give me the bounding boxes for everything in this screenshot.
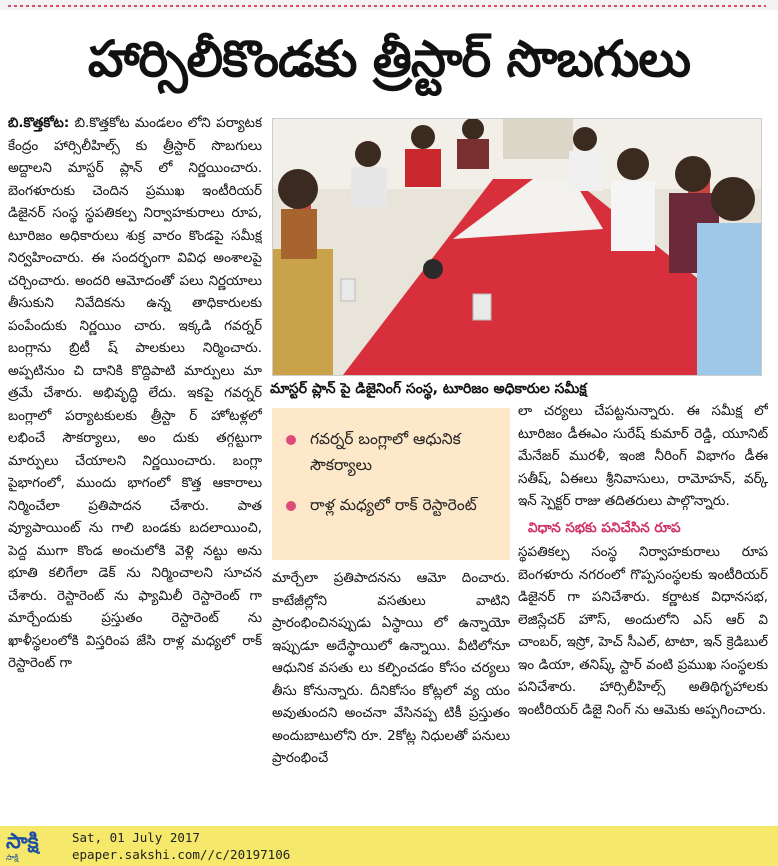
subheading: విధాన సభకు పనిచేసిన రూప [528, 519, 681, 536]
bullet-icon [286, 501, 296, 511]
highlight-text: గవర్నర్ బంగ్లాలో ఆధునిక సౌకర్యాలు [310, 430, 461, 474]
article-body-middle: మార్చేలా ప్రతిపాదనను ఆమో దించారు. కాటేజీల్లోని వసతులు వాటిని ప్రారంభించినప్పుడు ఏస్థాయి లో ఉన్నాయో ఇప్పుడూ అదేస్థాయిలో ఉన్నాయి. వీటిలోనూ ఆధునిక వసతు లు కల్పించడం కోసం చర్యలు తీసు కోనున్నారు. దీనికోసం కోట్లలో వ్య యం అవుతుందని అంచనా వేసినప్ప టికీ ప్రస్తుతం అందుబాటులోని రూ. 2కోట్ల నిధులతో పనులు ప్రారంభించే [272, 570, 510, 766]
dateline: బి.కొత్తకోట: [8, 115, 70, 131]
highlight-text: రాళ్ల మధ్యలో రాక్ రెస్టారెంట్ [310, 496, 477, 514]
article-column-middle [272, 567, 510, 817]
logo-subtext: సాక్షి [6, 853, 19, 862]
article-body-right: లా చర్యలు చేపట్టనున్నారు. ఈ సమీక్ష లో టూరిజం డీఈఎం సురేష్ కుమార్ రెడ్డి, యూనిట్ మేనేజర్ మురళీ, ఇంజి నీరింగ్ విభాగం డీఈ సతీష్, ఏఈలు శ్రీనివాసులు, రామోహన్, వర్క్ ఇన్ స్పెక్టర్ రాజు తదితరులు పాల్గొన్నారు. [518, 403, 768, 509]
top-decorative-line [8, 5, 766, 7]
article-column-left [8, 112, 262, 816]
sakshi-logo [6, 829, 64, 863]
photo-caption: మాస్టర్ ప్లాన్ పై డిజైనింగ్ సంస్థ, టూరిజం అధికారుల సమీక్ష [270, 381, 587, 397]
headline: హార్సిలీకొండకు త్రీస్టార్ సొబగులు [87, 30, 691, 88]
article-body-right-2: స్థపతికల్ప సంస్థ నిర్వాహకురాలు రూప బెంగళూరు నగరంలో గొప్పసంస్థలకు ఇంటీరియర్ డిజైనర్ గా పనిచేశారు. కర్ణాటక విధానసభ, లెజిస్లేచర్ హౌస్, అందులోని ఎస్ ఆర్ వి చాంబర్, ఇస్రో, హెచ్ సీఎల్, టాటా, ఇన్ క్రెడిబుల్ ఇం డియా, తనిష్క్ స్టార్ వంటి ప్రముఖ సంస్థలకు పనిచేశారు. హార్సిలీహిల్స్ అతిథిగృహాలకు ఇంటీరియర్ డిజై నింగ్ ను ఆమెకు అప్పగించారు. [518, 544, 768, 718]
highlight-box [272, 408, 510, 560]
epaper-url[interactable]: epaper.sakshi.com//c/20197106 [72, 847, 291, 862]
footer-bar [0, 826, 778, 866]
meeting-photo [272, 118, 762, 376]
meeting-photo-illustration [273, 119, 761, 375]
logo-wordmark: సాక్షి [6, 829, 39, 853]
edition-date: Sat, 01 July 2017 [72, 830, 200, 845]
bullet-icon [286, 435, 296, 445]
highlight-item [272, 492, 510, 518]
highlight-item [272, 426, 510, 478]
article-body-left: బి.కొత్తకోట మండలం లోని పర్యాటక కేంద్రం హార్సిలీహిల్స్ కు త్రీస్టార్ సొబగులు అద్దాలని మాస్టర్ ప్లాన్ లో నిర్ణయించారు. బెంగళూరుకు చెందిన ప్రముఖ ఇంటీరియర్ డిజైనర్ సంస్థ స్థపతికల్ప నిర్వాహకురాలు రూప, టూరిజం అధికారులు శుక్ర వారం కొండపై సమీక్ష నిర్వహించారు. ఈ సందర్భంగా వివిధ అంశాలపై చర్చించారు. అందరి ఆమోదంతో పలు నిర్ణయాలు తీసుకుని నివేదికను ఉన్న తాధికారులకు పంపేందుకు నిర్ణయిం చారు. ఇక్కడి గవర్నర్ బంగ్లాను బ్రిటీ ష్ పాలకులు నిర్మించారు. అప్పటినుం చి దానికి కొద్దిపాటి మార్పులు మా త్రమే చేశారు. అభివృద్ధి లేదు. ఇకపై గవర్నర్ బంగ్లాలో పర్యాటకులకు త్రీస్టా ర్ హోటళ్లలో లభించే సౌకర్యాలు, అం దుకు తగ్గట్టుగా మార్పులు చేయాలని నిర్ణయించారు. బంగ్లా పైభాగంలో, ముందు భాగంలో కొత్త ఆకారాలు నిర్మించేలా ప్రతిపాదన చేశారు. పాత వ్యూపాయింట్ ను గాలి బండకు బదలాయించి, పెద్ద ముగా కొండ అంచులోకి వెళ్లి నట్టు అను భూతి కలిగేలా డెక్ ను నిర్మించాలని సూచన చేశారు. రెస్టారెంట్ ను ఫ్యామిలీ రెస్టారెంట్ గా మార్చేందుకు ప్రస్తుతం రెస్టారెంట్ ను ఖాళీస్థలంలోకి విస్తరింప జేసి రాళ్ల మధ్యలో రాక్ రెస్టారెంట్ గా [8, 115, 262, 671]
article-column-right [518, 400, 768, 816]
